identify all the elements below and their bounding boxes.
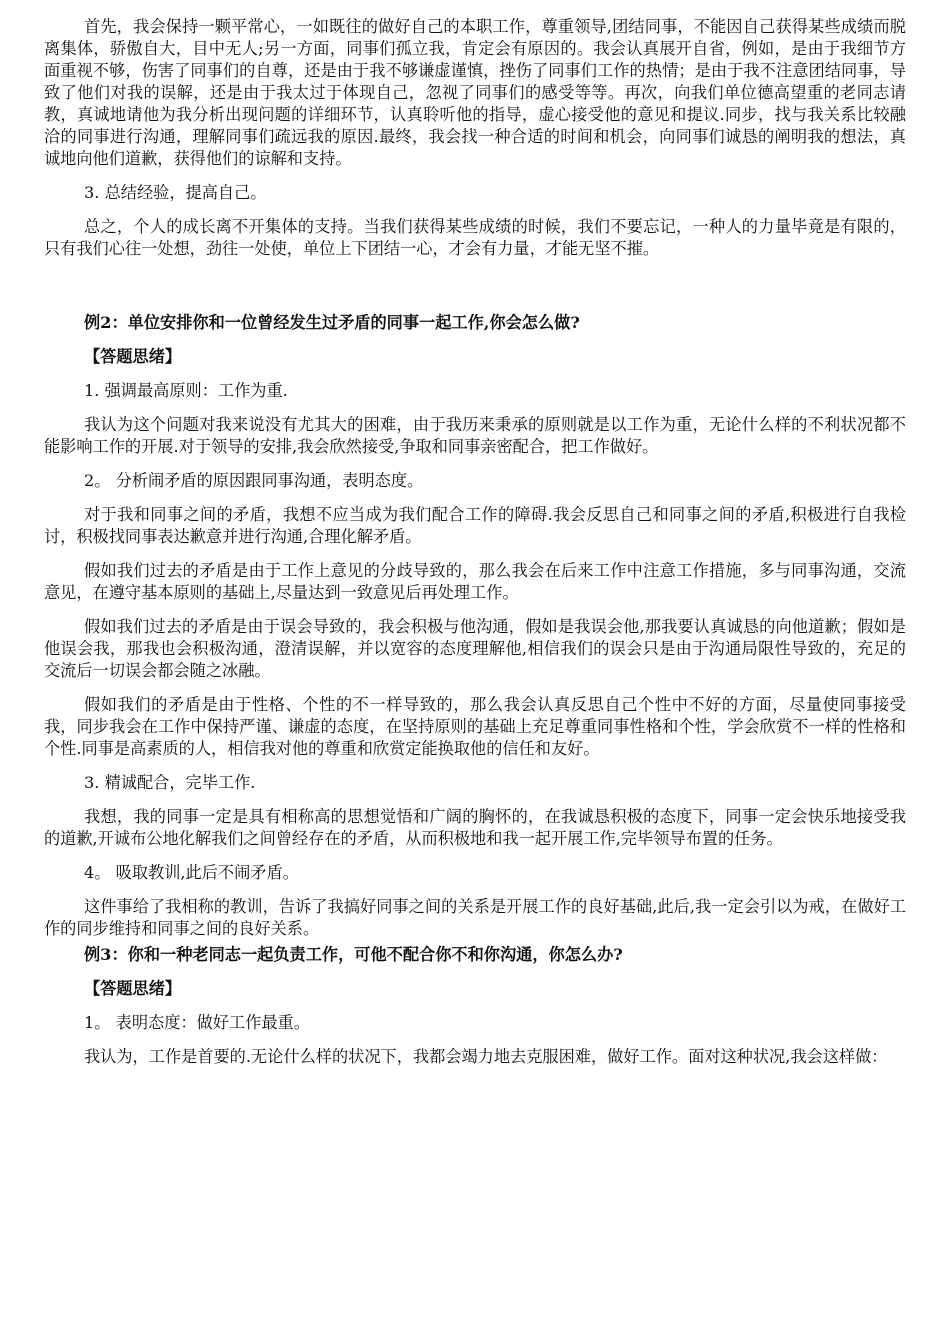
point-1-attitude: 1。 表明态度：做好工作最重。 xyxy=(84,1013,310,1032)
point-3-summary: 3. 总结经验，提高自己。 xyxy=(84,183,267,202)
point-4: 4。 吸取教训,此后不闹矛盾。 xyxy=(84,863,299,882)
paragraph-self-reflection: 首先，我会保持一颗平常心，一如既往的做好自己的本职工作，尊重领导,团结同事，不能因自己获得某些成绩而脱离集体，骄傲自大，目中无人;另一方面，同事们孤立我，肯定会有原因的。我会认真展开自省，例如，是由于我细节方面重视不够，伤害了同事们的自尊，还是由于我不够谦虚谨慎，挫伤了同事们工作的热情；是由于我不注意团结同事，导致了他们对我的误解，还是由于我太过于体现自己，忽视了同事们的感受等等。再次，向我们单位德高望重的老同志请教，真诚地请他为我分析出现问题的详细环节，认真聆听他的指导，虚心接受他的意见和提议.同步，找与我关系比较融洽的同事进行沟通，理解同事们疏远我的原因.最终，我会找一种合适的时间和机会，向同事们诚恳的阐明我的想法，真诚地向他们道歉，获得他们的谅解和支持。 xyxy=(44,17,906,168)
paragraph-disagreement: 假如我们过去的矛盾是由于工作上意见的分歧导致的，那么我会在后来工作中注意工作措施，多与同事沟通，交流意见，在遵守基本原则的基础上,尽量达到一致意见后再处理工作。 xyxy=(44,561,906,602)
point-2: 2。 分析闹矛盾的原因跟同事沟通，表明态度。 xyxy=(84,471,424,490)
paragraph-lesson: 这件事给了我相称的教训，告诉了我搞好同事之间的关系是开展工作的良好基础,此后,我一定会引以为戒，在做好工作的同步维持和同事之间的良好关系。 xyxy=(44,897,906,938)
paragraph-work-priority: 我认为，工作是首要的.无论什么样的状况下，我都会竭力地去克服困难，做好工作。面对这种状况,我会这样做： xyxy=(84,1047,888,1066)
answer-approach-heading-2: 【答题思绪】 xyxy=(84,979,182,998)
paragraph-misunderstanding: 假如我们过去的矛盾是由于误会导致的，我会积极与他沟通，假如是我误会他,那我要认真诚恳的向他道歉；假如是他误会我，那我也会积极沟通，澄清误解，并以宽容的态度理解他,相信我们的误会只是由于沟通局限性导致的，充足的交流后一切误会都会随之冰融。 xyxy=(44,617,906,680)
paragraph-conflict: 对于我和同事之间的矛盾，我想不应当成为我们配合工作的障碍.我会反思自己和同事之间的矛盾,积极进行自我检讨，积极找同事表达歉意并进行沟通,合理化解矛盾。 xyxy=(44,505,906,546)
paragraph-conclusion: 总之，个人的成长离不开集体的支持。当我们获得某些成绩的时候，我们不要忘记，一种人的力量毕竟是有限的，只有我们心往一处想，劲往一处使，单位上下团结一心，才会有力量，才能无坚不摧。 xyxy=(44,217,906,258)
example-2-heading: 例2：单位安排你和一位曾经发生过矛盾的同事一起工作,你会怎么做? xyxy=(84,313,580,332)
paragraph-cooperation: 我想，我的同事一定是具有相称高的思想觉悟和广阔的胸怀的，在我诚恳积极的态度下，同事一定会快乐地接受我的道歉,开诚布公地化解我们之间曾经存在的矛盾，从而积极地和我一起开展工作,完毕领导布置的任务。 xyxy=(44,807,906,848)
point-1: 1. 强调最高原则：工作为重. xyxy=(84,381,288,400)
example-3-heading: 例3：你和一种老同志一起负责工作，可他不配合你不和你沟通，你怎么办? xyxy=(84,945,623,964)
answer-approach-heading: 【答题思绪】 xyxy=(84,347,182,366)
point-3: 3. 精诚配合，完毕工作. xyxy=(84,773,256,792)
paragraph-personality: 假如我们的矛盾是由于性格、个性的不一样导致的，那么我会认真反思自己个性中不好的方面，尽量使同事接受我，同步我会在工作中保持严谨、谦虚的态度，在坚持原则的基础上充足尊重同事性格和个性，学会欣赏不一样的性格和个性.同事是高素质的人，相信我对他的尊重和欣赏定能换取他的信任和友好。 xyxy=(44,695,906,758)
paragraph-work-first: 我认为这个问题对我来说没有尤其大的困难，由于我历来秉承的原则就是以工作为重，无论什么样的不利状况都不能影响工作的开展.对于领导的安排,我会欣然接受,争取和同事亲密配合，把工作做好。 xyxy=(44,415,906,456)
